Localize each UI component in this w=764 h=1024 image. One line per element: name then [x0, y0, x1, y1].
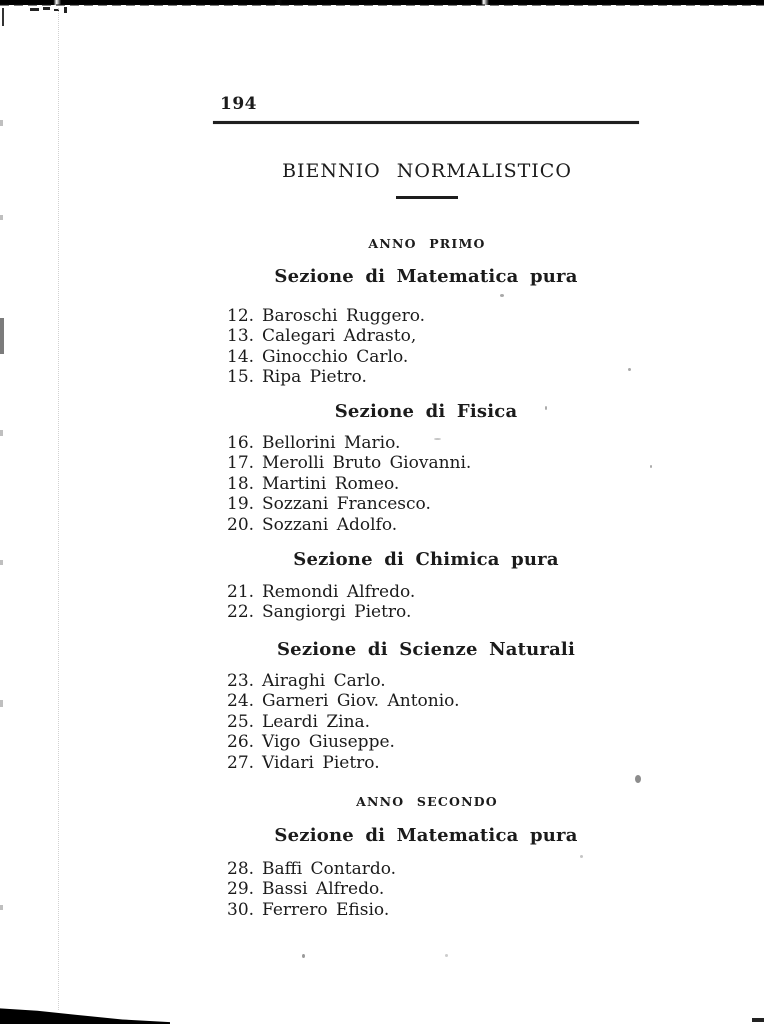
list-item	[227, 602, 647, 622]
student-number: 30.	[227, 899, 255, 920]
list-item	[227, 900, 647, 920]
student-number: 16.	[227, 433, 255, 453]
header-rule	[213, 121, 639, 124]
list-item	[227, 732, 647, 752]
scan-corner-mark	[2, 8, 4, 26]
student-name: Ripa Pietro.	[262, 367, 367, 388]
student-number: 12.	[227, 306, 255, 326]
section-heading-scienze-naturali: Sezione di Scienze Naturali	[276, 639, 576, 660]
student-name: Ferrero Efisio.	[262, 899, 390, 920]
scan-edge-dash	[0, 700, 3, 707]
scan-edge-dash	[0, 430, 3, 436]
student-number: 19.	[227, 494, 255, 515]
list-item	[227, 347, 647, 367]
student-name: Remondi Alfredo.	[262, 582, 416, 602]
scan-edge-dash	[0, 560, 3, 565]
section-heading-matematica-pura-2: Sezione di Matematica pura	[274, 825, 578, 846]
student-number: 26.	[227, 732, 255, 753]
student-number: 13.	[227, 326, 255, 347]
list-item	[227, 515, 647, 535]
list-item	[227, 453, 647, 473]
scan-speck	[500, 294, 504, 297]
student-number: 29.	[227, 879, 255, 900]
student-number: 22.	[227, 602, 255, 623]
scan-top-marks	[26, 7, 86, 17]
list-item	[227, 879, 647, 899]
list-item	[227, 753, 647, 773]
student-list-chimica	[227, 582, 647, 623]
list-item	[227, 306, 647, 326]
student-number: 17.	[227, 453, 255, 474]
student-name: Leardi Zina.	[262, 711, 371, 732]
student-number: 18.	[227, 473, 255, 494]
scan-speck	[545, 406, 547, 410]
student-name: Calegari Adrasto,	[262, 326, 417, 347]
year-heading-anno-primo: ANNO PRIMO	[368, 236, 486, 251]
student-name: Sozzani Adolfo.	[262, 514, 398, 535]
student-name: Bassi Alfredo.	[262, 879, 385, 900]
scan-speck	[635, 775, 641, 783]
student-number: 15.	[227, 367, 255, 388]
scan-speck	[302, 954, 305, 958]
student-number: 20.	[227, 514, 255, 535]
student-name: Sangiorgi Pietro.	[262, 602, 412, 623]
student-number: 21.	[227, 582, 255, 602]
section-heading-matematica-pura-1: Sezione di Matematica pura	[274, 266, 578, 287]
student-number: 25.	[227, 711, 255, 732]
student-number: 23.	[227, 671, 255, 691]
page-title: BIENNIO NORMALISTICO	[282, 160, 572, 182]
student-list-scienze	[227, 671, 647, 773]
student-name: Sozzani Francesco.	[262, 494, 431, 515]
student-list-matematica-1	[227, 306, 647, 388]
student-number: 27.	[227, 752, 255, 773]
list-item	[227, 712, 647, 732]
student-list-fisica	[227, 433, 647, 535]
student-name: Ginocchio Carlo.	[262, 346, 409, 367]
page-number: 194	[220, 94, 257, 114]
year-heading-anno-secondo: ANNO SECONDO	[356, 794, 498, 809]
scan-edge-mark	[0, 318, 4, 354]
student-name: Merolli Bruto Giovanni.	[262, 453, 472, 474]
scan-bottom-wedge-artifact	[0, 1005, 170, 1024]
list-item	[227, 691, 647, 711]
student-name: Baffi Contardo.	[262, 859, 397, 879]
student-name: Vigo Giuseppe.	[262, 732, 395, 753]
scan-gutter-line	[58, 8, 59, 1010]
list-item	[227, 582, 647, 602]
scan-edge-dash	[0, 120, 3, 126]
student-list-matematica-2	[227, 859, 647, 920]
section-heading-chimica-pura: Sezione di Chimica pura	[293, 549, 559, 570]
scan-edge-dash	[0, 905, 3, 910]
student-name: Airaghi Carlo.	[262, 671, 386, 691]
student-number: 28.	[227, 859, 255, 879]
list-item	[227, 859, 647, 879]
scan-bottom-right-mark	[752, 1018, 764, 1022]
scan-speck	[650, 465, 652, 468]
scan-speck	[445, 954, 448, 957]
student-name: Vidari Pietro.	[262, 752, 380, 773]
title-divider-rule	[396, 196, 458, 199]
list-item	[227, 367, 647, 387]
scan-edge-dash	[0, 215, 3, 220]
student-number: 24.	[227, 691, 255, 712]
list-item	[227, 474, 647, 494]
student-name: Garneri Giov. Antonio.	[262, 691, 460, 712]
list-item	[227, 671, 647, 691]
list-item	[227, 326, 647, 346]
list-item	[227, 494, 647, 514]
scan-speck	[580, 855, 583, 858]
list-item	[227, 433, 647, 453]
student-number: 14.	[227, 346, 255, 367]
section-heading-fisica: Sezione di Fisica	[334, 401, 518, 422]
student-name: Bellorini Mario.	[262, 433, 401, 453]
scan-top-edge-fray	[0, 4, 764, 6]
student-name: Baroschi Ruggero.	[262, 306, 426, 326]
student-name: Martini Romeo.	[262, 473, 400, 494]
